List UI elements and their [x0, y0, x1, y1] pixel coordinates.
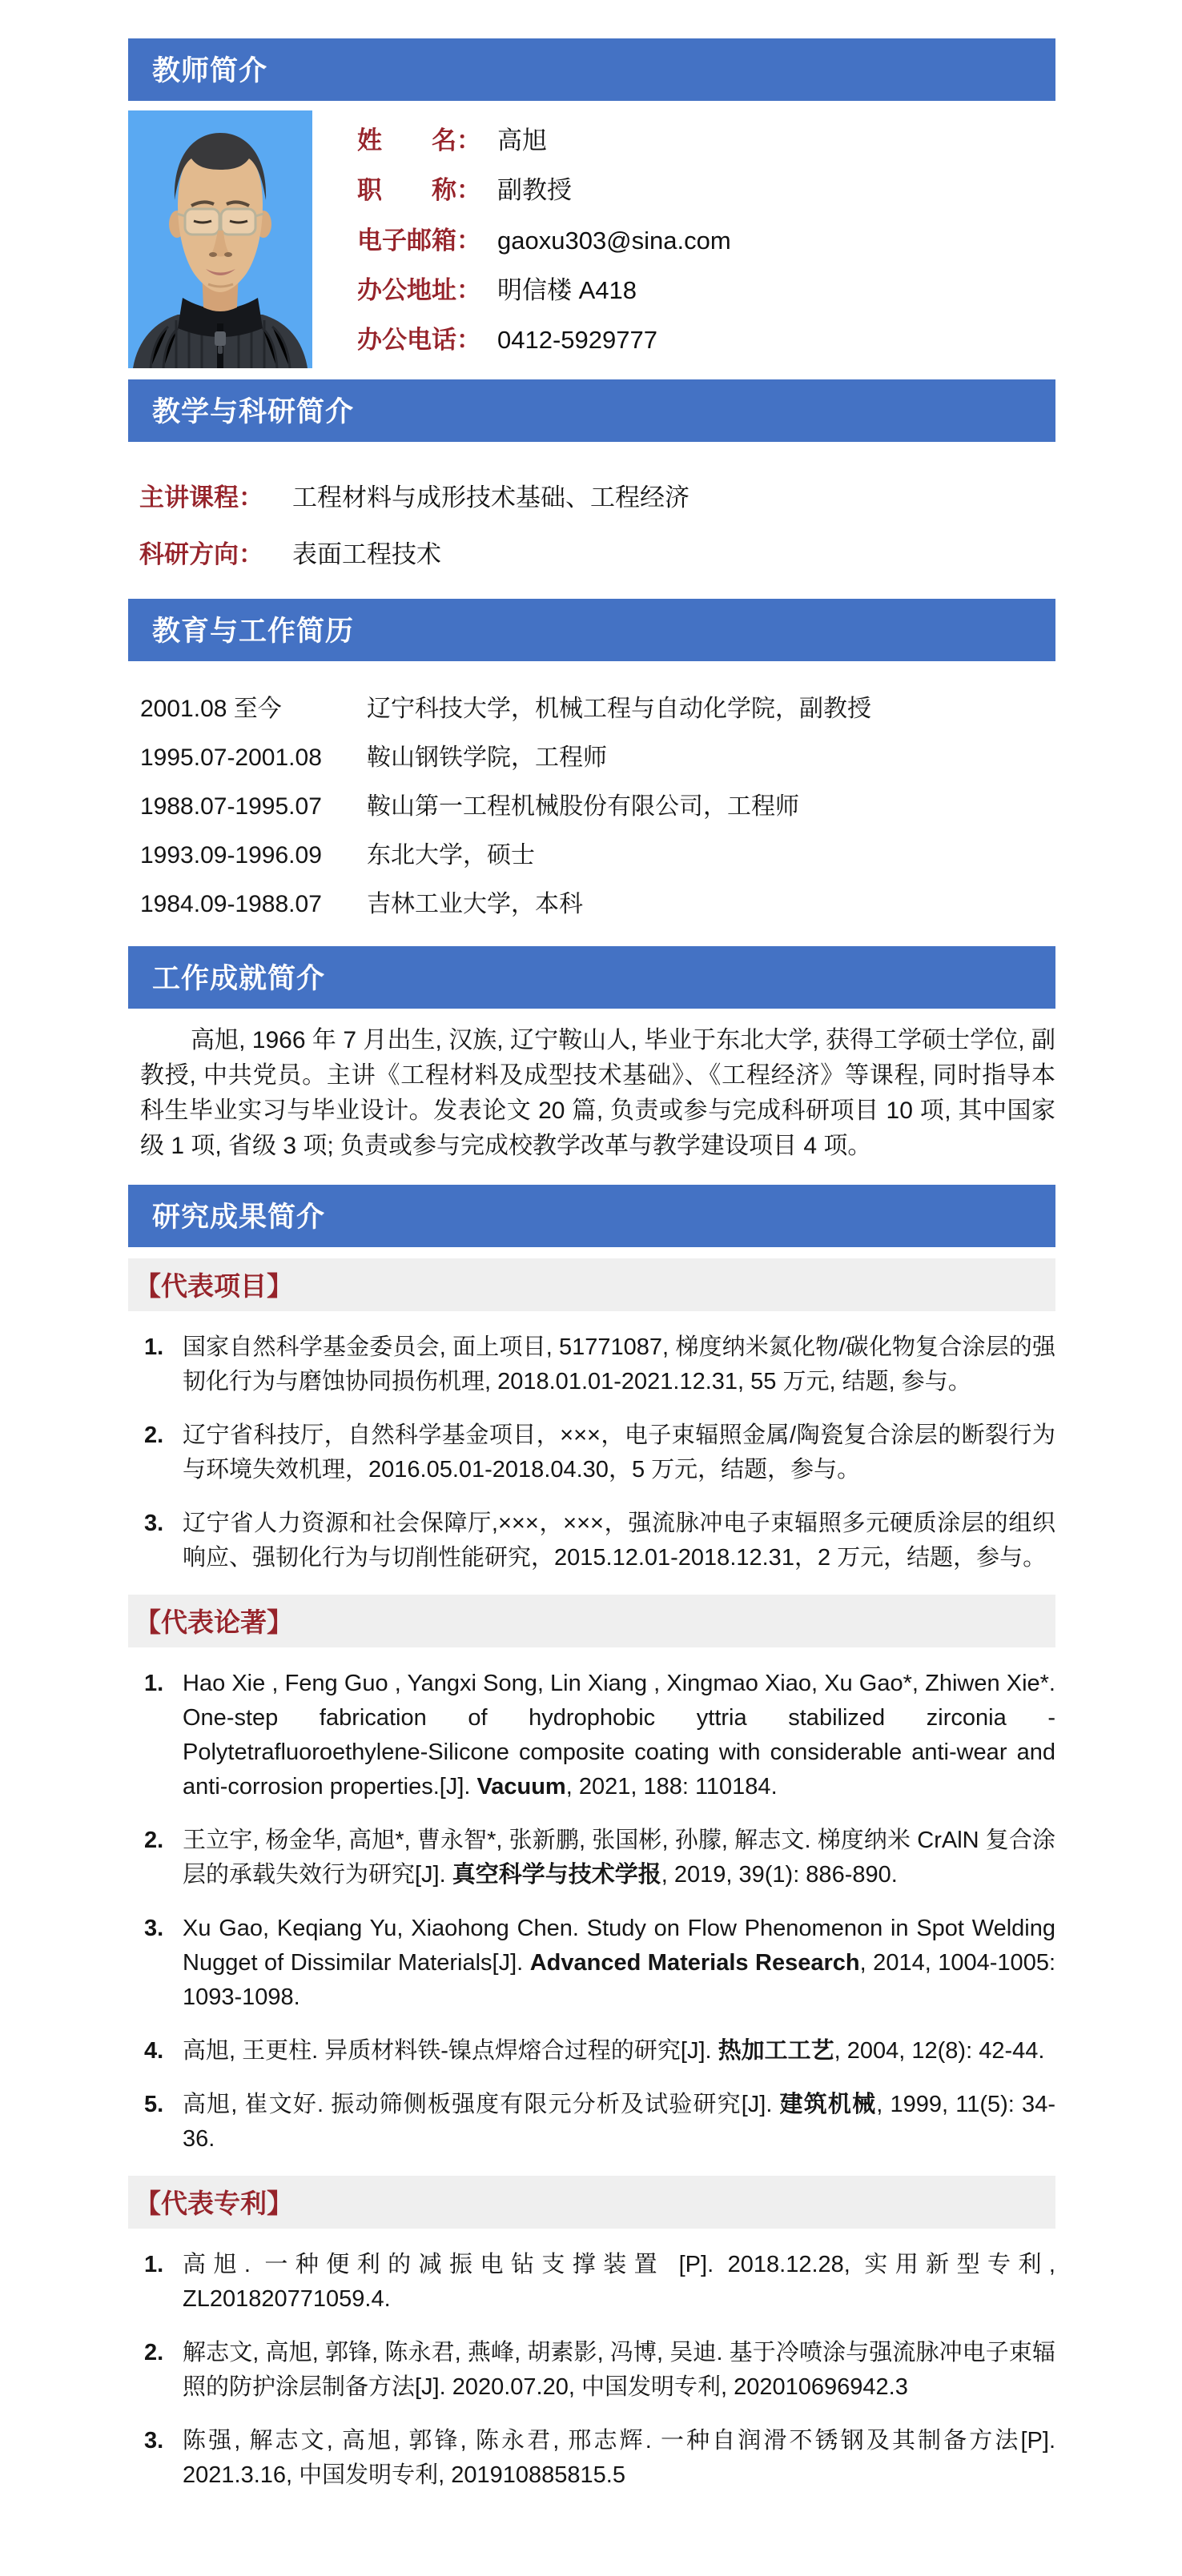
item-number: 3.: [144, 1916, 164, 1941]
profile-info-block: [128, 110, 1055, 368]
history-description: 鞍山钢铁学院，工程师: [367, 744, 607, 771]
history-period: 1988.07-1995.07: [140, 793, 322, 820]
field-value: 副教授: [497, 176, 572, 205]
paper-item: [128, 1824, 1055, 1892]
section-header-intro: 教师简介: [128, 38, 1055, 101]
item-number: 5.: [144, 2092, 164, 2117]
paper-text: Hao Xie , Feng Guo , Yangxi Song, Lin Xiang , Xingmao Xiao, Xu Gao*, Zhiwen Xie*. One-step fabrication of hydrophobic yttria stabilized zirconia -Polytetrafluoroethylene-Silicone composite coating with considerable anti-wear and anti-corrosion properties.[J]. Vacuum, 2021, 188: 110184.: [183, 1671, 1055, 1800]
section-header-research: 研究成果简介: [128, 1185, 1055, 1247]
teaching-label: 科研方向：: [139, 540, 263, 568]
profile-field-row: [357, 120, 1055, 156]
paper-text: 高旭, 崔文好. 振动筛侧板强度有限元分析及试验研究[J]. 建筑机械, 1999, 11(5): 34-36.: [183, 2092, 1055, 2152]
field-value: 高旭: [497, 126, 547, 154]
history-description: 吉林工业大学，本科: [367, 891, 583, 917]
history-row: [140, 839, 1055, 873]
history-row: [140, 741, 1055, 775]
item-number: 1.: [144, 1671, 164, 1696]
history-period: 1993.09-1996.09: [140, 842, 322, 869]
item-number: 3.: [144, 2428, 164, 2454]
item-number: 2.: [144, 1828, 164, 1853]
history-period: 1995.07-2001.08: [140, 744, 322, 771]
paper-item: [128, 1912, 1055, 2015]
teaching-row: [139, 534, 1055, 570]
history-description: 辽宁科技大学，机械工程与自动化学院，副教授: [367, 696, 871, 722]
field-label: 办公地址：: [357, 275, 481, 304]
section-header-achievement: 工作成就简介: [128, 946, 1055, 1009]
field-label: 电子邮箱：: [357, 226, 481, 255]
history-description: 鞍山第一工程机械股份有限公司，工程师: [367, 793, 799, 820]
history-period: 2001.08 至今: [140, 696, 282, 722]
subsection-heading-projects: 【代表项目】: [128, 1258, 1055, 1311]
patent-text: 高旭. 一种便利的减振电钻支撑装置 [P]. 2018.12.28, 实用新型专利, ZL201820771059.4.: [183, 2252, 1055, 2312]
profile-photo: [128, 110, 312, 368]
paper-item: [128, 2034, 1055, 2068]
project-item: [128, 1418, 1055, 1487]
section-header-history: 教育与工作简历: [128, 599, 1055, 661]
paper-text: Xu Gao, Keqiang Yu, Xiaohong Chen. Study on Flow Phenomenon in Spot Welding Nugget of Dissimilar Materials[J]. Advanced Materials Research, 2014, 1004-1005: 1093-1098.: [183, 1916, 1056, 2010]
history-description: 东北大学，硕士: [367, 842, 535, 869]
patent-item: [128, 2248, 1055, 2317]
project-text: 国家自然科学基金委员会, 面上项目, 51771087, 梯度纳米氮化物/碳化物复合涂层的强韧化行为与磨蚀协同损伤机理, 2018.01.01-2021.12.31, 55 万元, 结题, 参与。: [183, 1334, 1055, 1394]
patent-list: [128, 2248, 1055, 2493]
project-item: [128, 1330, 1055, 1399]
field-value: gaoxu303@sina.com: [497, 226, 731, 255]
paper-text: 王立宇, 杨金华, 高旭*, 曹永智*, 张新鹏, 张国彬, 孙朦, 解志文. 梯度纳米 CrAlN 复合涂层的承载失效行为研究[J]. 真空科学与技术学报, 2019, 39(1): 886-890.: [183, 1828, 1055, 1888]
teaching-rows: [128, 451, 1055, 599]
history-row: [140, 790, 1055, 824]
paper-item: [128, 2088, 1055, 2157]
item-number: 4.: [144, 2038, 164, 2064]
history-row: [140, 888, 1055, 921]
item-number: 1.: [144, 2252, 164, 2277]
field-label: 办公电话：: [357, 326, 481, 354]
patent-item: [128, 2336, 1055, 2405]
achievement-paragraph: 高旭, 1966 年 7 月出生, 汉族, 辽宁鞍山人, 毕业于东北大学, 获得工学硕士学位, 副教授, 中共党员。主讲《工程材料及成型技术基础》、《工程经济》等课程, 同时指导本科生毕业实习与毕业设计。发表论文 20 篇, 负责或参与完成科研项目 10 项, 其中国家级 1 项, 省级 3 项; 负责或参与完成校教学改革与教学建设项目 4 项。: [140, 1027, 1055, 1159]
subsection-heading-papers: 【代表论著】: [128, 1595, 1055, 1647]
subsection-heading-patents: 【代表专利】: [128, 2176, 1055, 2229]
project-list: [128, 1330, 1055, 1575]
item-number: 2.: [144, 2340, 164, 2365]
item-number: 2.: [144, 1422, 164, 1448]
item-number: 3.: [144, 1511, 164, 1536]
teaching-row: [139, 477, 1055, 513]
teaching-label: 主讲课程：: [139, 484, 263, 512]
patent-text: 解志文, 高旭, 郭锋, 陈永君, 燕峰, 胡素影, 冯博, 吴迪. 基于冷喷涂与强流脉冲电子束辐照的防护涂层制备方法[J]. 2020.07.20, 中国发明专利, 202010696942.3: [183, 2340, 1055, 2400]
profile-field-row: [357, 319, 1055, 355]
profile-field-row: [357, 270, 1055, 306]
patent-item: [128, 2424, 1055, 2493]
profile-field-row: [357, 170, 1055, 206]
field-label: 职 称：: [357, 176, 481, 205]
history-row: [140, 692, 1055, 726]
section-header-teaching: 教学与科研简介: [128, 379, 1055, 442]
project-text: 辽宁省科技厅，自然科学基金项目，×××，电子束辐照金属/陶瓷复合涂层的断裂行为与环境失效机理，2016.05.01-2018.04.30，5 万元，结题，参与。: [183, 1422, 1055, 1483]
teaching-value: 表面工程技术: [292, 540, 441, 568]
history-period: 1984.09-1988.07: [140, 891, 322, 917]
paper-list: [128, 1667, 1055, 2157]
patent-text: 陈强, 解志文, 高旭, 郭锋, 陈永君, 邢志辉. 一种自润滑不锈钢及其制备方法[P]. 2021.3.16, 中国发明专利, 201910885815.5: [183, 2428, 1055, 2488]
history-rows: [128, 671, 1055, 946]
project-text: 辽宁省人力资源和社会保障厅,×××，×××，强流脉冲电子束辐照多元硬质涂层的组织响应、强韧化行为与切削性能研究，2015.12.01-2018.12.31，2 万元，结题，参与。: [183, 1511, 1055, 1571]
field-value: 明信楼 A418: [497, 275, 637, 304]
field-label: 姓 名：: [357, 126, 481, 154]
item-number: 1.: [144, 1334, 164, 1360]
profile-fields: [312, 110, 1055, 368]
field-value: 0412-5929777: [497, 326, 657, 354]
paper-item: [128, 1667, 1055, 1804]
teaching-value: 工程材料与成形技术基础、工程经济: [292, 484, 690, 512]
portrait-photo-graphic: [128, 110, 312, 368]
profile-field-row: [357, 220, 1055, 256]
paper-text: 高旭, 王更柱. 异质材料铁-镍点焊熔合过程的研究[J]. 热加工工艺, 2004, 12(8): 42-44.: [183, 2038, 1045, 2064]
project-item: [128, 1507, 1055, 1575]
